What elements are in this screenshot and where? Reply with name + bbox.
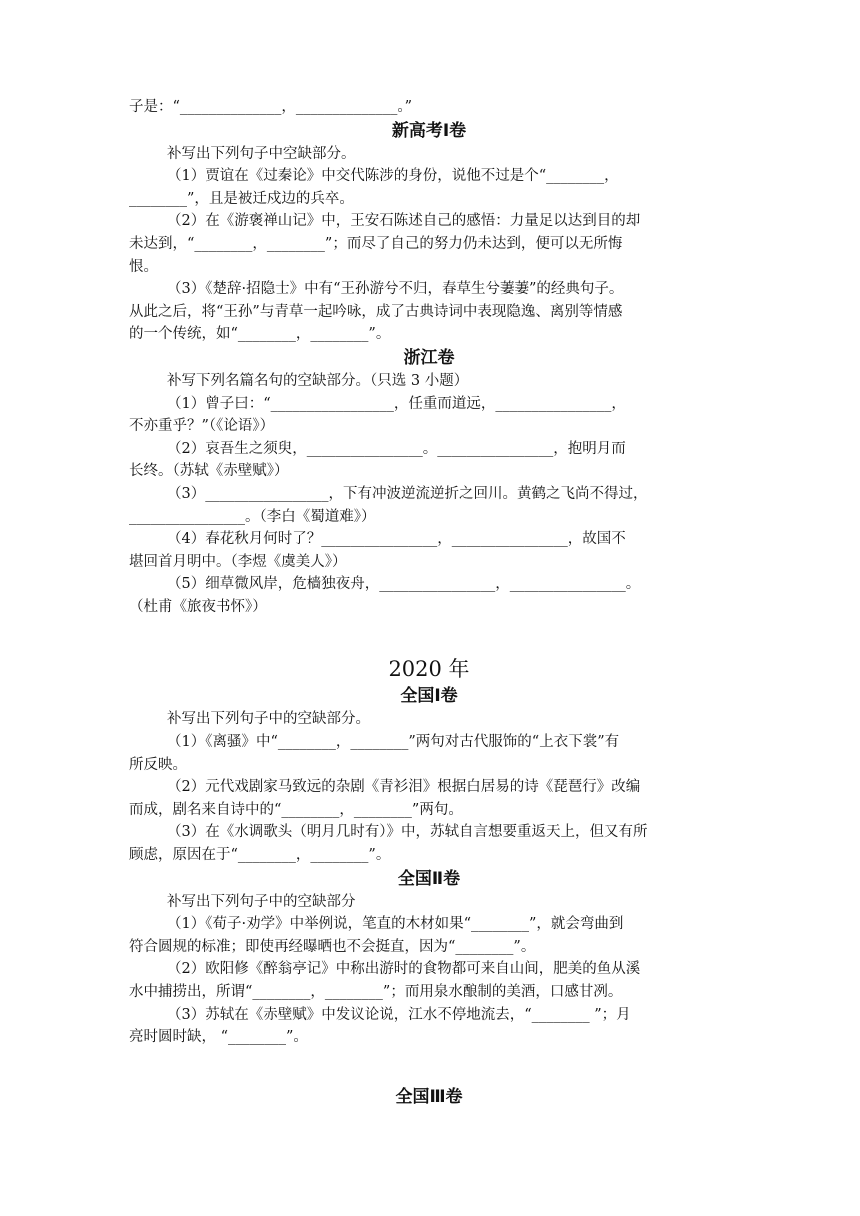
question-line: 未达到，“________，________”；而尽了自己的努力仍未达到，便可以无所悔 <box>129 235 623 252</box>
question-line: 恨。 <box>129 258 158 275</box>
section-heading-quanguo-3: 全国Ⅲ卷 <box>395 1086 463 1107</box>
spacer <box>129 618 729 654</box>
year-heading: 2020 年 <box>388 657 470 682</box>
question-line: 亮时圆时缺， “________”。 <box>129 1029 308 1046</box>
question-line: （3）《楚辞·招隐士》中有“王孙游兮不归，春草生兮萋萋”的经典句子。 <box>167 281 624 298</box>
question-line: （3）苏轼在《赤壁赋》中发议论说，江水不停地流去，“________ ”；月 <box>167 1006 631 1023</box>
question-line: （1）《荀子·劝学》中举例说，笔直的木材如果“________”，就会弯曲到 <box>167 916 624 933</box>
question-line: （3）在《水调歌头（明月几时有）》中，苏轼自言想要重返天上，但又有所 <box>167 824 648 841</box>
question-line: 而成，剧名来自诗中的“________，________”两句。 <box>129 801 463 818</box>
section-heading-xin-gaokao-1: 新高考Ⅰ卷 <box>391 120 467 141</box>
text-line: 子是：“______________，______________。” <box>129 99 413 115</box>
question-line: （2）在《游褒禅山记》中，王安石陈述自己的感悟：力量足以达到目的却 <box>167 213 641 230</box>
question-line: （2）欧阳修《醉翁亭记》中称出游时的食物都可来自山间，肥美的鱼从溪 <box>167 961 641 978</box>
question-line: 堪回首月明中。（李煜《虞美人》） <box>129 553 347 570</box>
section-heading-quanguo-1: 全国Ⅰ卷 <box>400 686 458 707</box>
question-line: 从此之后，将“王孙”与青草一起吟咏，成了古典诗词中表现隐逸、离别等情感 <box>129 303 623 320</box>
question-line: （5）细草微风岸，危樯独夜舟，________________，________________。 <box>167 576 641 593</box>
question-line: 的一个传统，如“________，________”。 <box>129 326 391 343</box>
section-heading-quanguo-2: 全国Ⅱ卷 <box>397 868 461 889</box>
question-line: （4）春花秋月何时了？________________，________________，故国不 <box>167 531 626 548</box>
question-line: 所反映。 <box>129 756 187 773</box>
question-line: 不亦重乎？”（《论语》） <box>129 418 275 435</box>
question-line: （1）曾子曰：“_________________，任重而道远，________________， <box>167 395 626 412</box>
question-line: ________________。（李白《蜀道难》） <box>129 508 376 525</box>
instruction: 补写下列名篇名句的空缺部分。（只选 3 小题） <box>167 372 469 389</box>
question-line: （1）《离骚》中“________，________”两句对古代服饰的“上衣下裳”有 <box>167 734 620 751</box>
question-line: （2）哀吾生之须臾，________________。________________，抱明月而 <box>167 440 626 457</box>
question-line: 水中捕捞出，所谓“________，________”；而用泉水酿制的美酒，口感甘冽。 <box>129 984 623 1000</box>
section-heading-zhejiang: 浙江卷 <box>403 347 455 368</box>
spacer <box>129 1049 729 1085</box>
instruction: 补写出下列句子中空缺部分。 <box>167 145 356 162</box>
question-line: ________”，且是被迁戍边的兵卒。 <box>129 190 354 207</box>
instruction: 补写出下列句子中的空缺部分。 <box>167 711 370 728</box>
question-line: （2）元代戏剧家马致远的杂剧《青衫泪》根据白居易的诗《琵琶行》改编 <box>167 779 641 796</box>
question-line: 长终。（苏轼《赤壁赋》） <box>129 463 289 480</box>
document-page <box>129 96 729 1109</box>
question-line: （3）_________________，下有冲波逆流逆折之回川。黄鹤之飞尚不得过， <box>167 485 648 502</box>
instruction: 补写出下列句子中的空缺部分 <box>167 893 356 910</box>
question-line: 符合圆规的标准；即使再经曝晒也不会挺直，因为“________”。 <box>129 938 536 955</box>
question-line: 顾虑，原因在于“________，________”。 <box>129 847 391 864</box>
question-line: （1）贾谊在《过秦论》中交代陈涉的身份，说他不过是个“________， <box>167 168 619 185</box>
question-line: （杜甫《旅夜书怀》） <box>129 598 267 615</box>
